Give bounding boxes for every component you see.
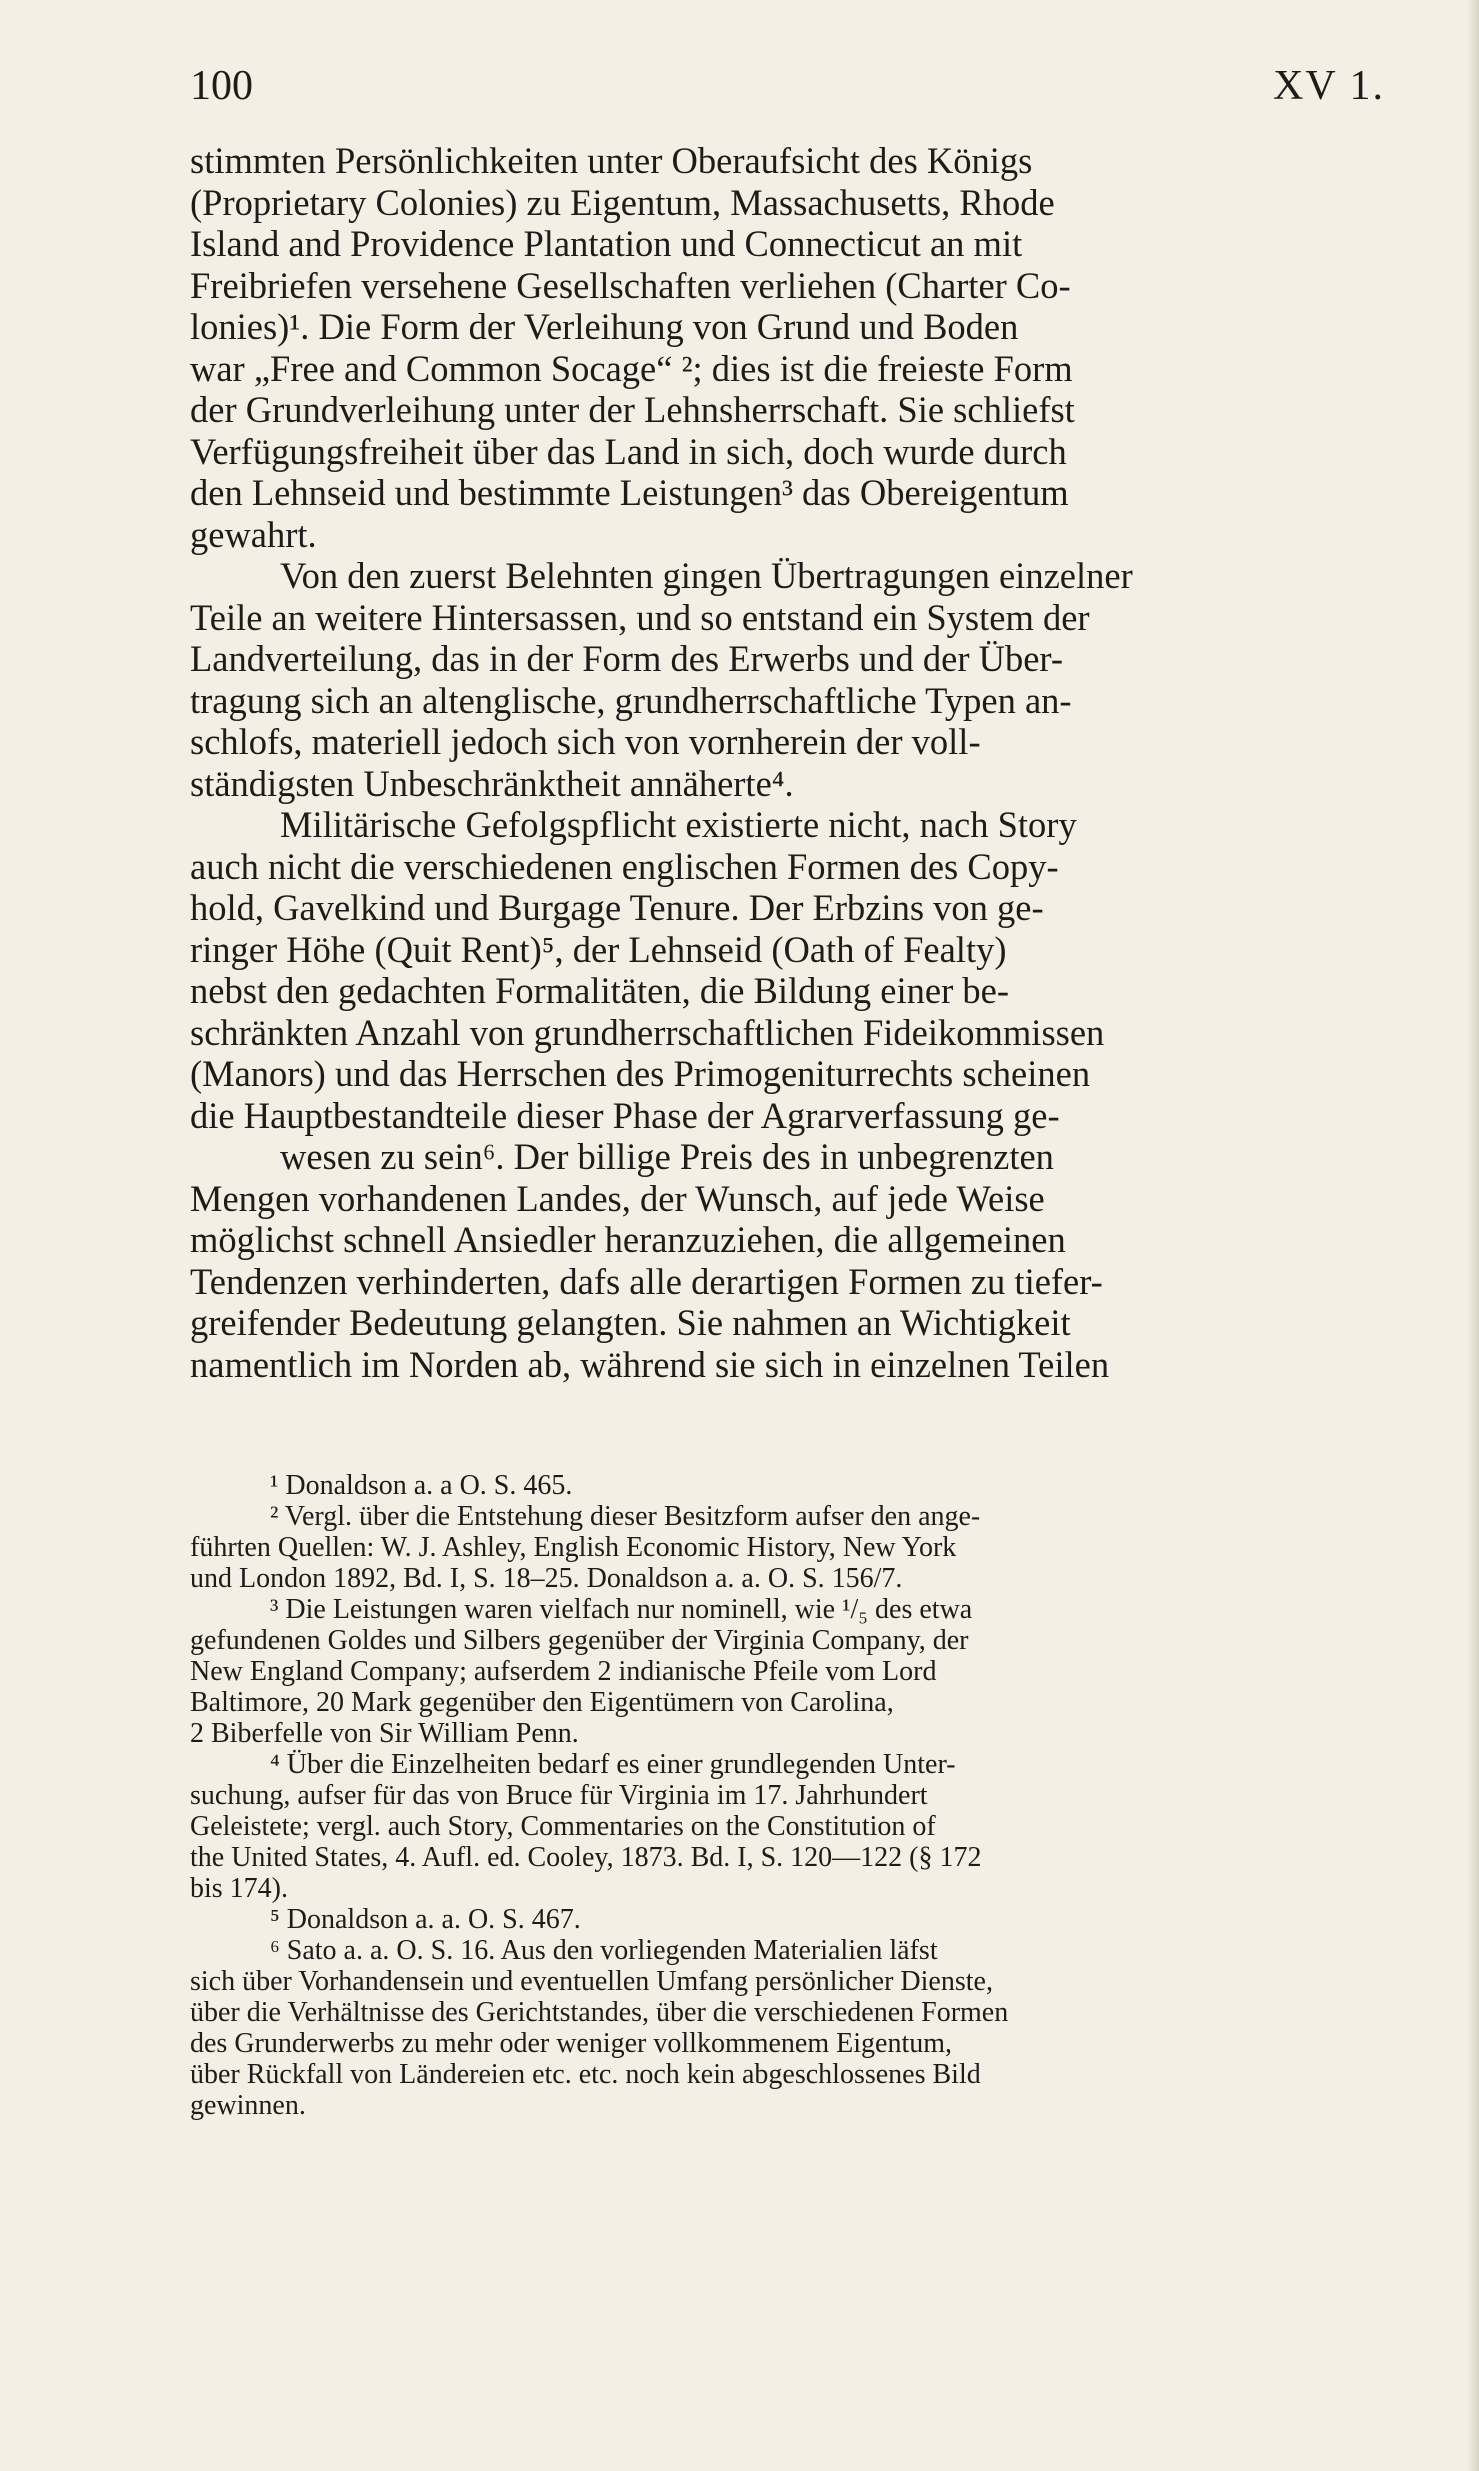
body-line: Von den zuerst Belehnten gingen Übertragungen einzelner bbox=[280, 555, 1133, 596]
body-text bbox=[190, 140, 1400, 1385]
body-line: wesen zu sein⁶. Der billige Preis des in unbegrenzten bbox=[280, 1136, 1054, 1177]
body-line: (Manors) und das Herrschen des Primogeniturrechts scheinen bbox=[190, 1053, 1091, 1094]
footnote-line: gewinnen. bbox=[190, 2090, 306, 2121]
body-line: Landverteilung, das in der Form des Erwerbs und der Über- bbox=[190, 638, 1063, 679]
body-line: namentlich im Norden ab, während sie sich in einzelnen Teilen bbox=[190, 1343, 1110, 1385]
footnote-line: über Rückfall von Ländereien etc. etc. noch kein abgeschlossenes Bild bbox=[190, 2059, 981, 2090]
body-line: der Grundverleihung unter der Lehnsherrschaft. Sie schliefst bbox=[190, 389, 1075, 430]
body-line: Teile an weitere Hintersassen, und so entstand ein System der bbox=[190, 596, 1090, 638]
body-line: Freibriefen versehene Gesellschaften verliehen (Charter Co- bbox=[190, 264, 1071, 306]
body-line: möglichst schnell Ansiedler heranzuziehen, die allgemeinen bbox=[190, 1219, 1066, 1260]
footnote-line: ⁶ Sato a. a. O. S. 16. Aus den vorliegenden Materialien läfst bbox=[270, 1935, 938, 1966]
body-line: schlofs, materiell jedoch sich von vornherein der voll- bbox=[190, 721, 981, 762]
footnote-line: suchung, aufser für das von Bruce für Virginia im 17. Jahrhundert bbox=[190, 1780, 928, 1811]
body-line: nebst den gedachten Formalitäten, die Bildung einer be- bbox=[190, 970, 1009, 1011]
footnote-line: führten Quellen: W. J. Ashley, English Economic History, New York bbox=[190, 1532, 957, 1563]
footnotes bbox=[190, 1470, 1400, 2121]
body-line: stimmten Persönlichkeiten unter Oberaufsicht des Königs bbox=[190, 140, 1033, 181]
footnote-line: über die Verhältnisse des Gerichtstandes, über die verschiedenen Formen bbox=[190, 1997, 1009, 2028]
footnote-line: sich über Vorhandensein und eventuellen Umfang persönlicher Dienste, bbox=[190, 1966, 993, 1997]
body-line: Verfügungsfreiheit über das Land in sich, doch wurde durch bbox=[190, 430, 1067, 472]
footnote-line: ³ Die Leistungen waren vielfach nur nominell, wie ¹/₅ des etwa bbox=[270, 1594, 973, 1625]
footnote-line: New England Company; aufserdem 2 indianische Pfeile vom Lord bbox=[190, 1656, 937, 1687]
running-head: XV 1. bbox=[1273, 63, 1385, 109]
body-line: schränkten Anzahl von grundherrschaftlichen Fideikommissen bbox=[190, 1011, 1105, 1053]
body-line: Militärische Gefolgspflicht existierte nicht, nach Story bbox=[280, 804, 1077, 845]
body-line: ringer Höhe (Quit Rent)⁵, der Lehnseid (Oath of Fealty) bbox=[190, 928, 1007, 970]
footnote-line: ⁵ Donaldson a. a. O. S. 467. bbox=[270, 1904, 581, 1935]
body-line: Tendenzen verhinderten, dafs alle derartigen Formen zu tiefer- bbox=[190, 1260, 1103, 1302]
body-line: war „Free and Common Socage“ ²; dies ist die freieste Form bbox=[190, 347, 1073, 389]
footnote-line: gefundenen Goldes und Silbers gegenüber der Virginia Company, der bbox=[190, 1625, 969, 1656]
body-line: tragung sich an altenglische, grundherrschaftliche Typen an- bbox=[190, 679, 1072, 721]
body-line: den Lehnseid und bestimmte Leistungen³ das Obereigentum bbox=[190, 472, 1069, 513]
body-line: ständigsten Unbeschränktheit annäherte⁴. bbox=[190, 762, 794, 804]
page-edge-shadow bbox=[1467, 0, 1479, 2471]
footnote-line: des Grunderwerbs zu mehr oder weniger vollkommenem Eigentum, bbox=[190, 2028, 953, 2059]
body-line: (Proprietary Colonies) zu Eigentum, Massachusetts, Rhode bbox=[190, 181, 1055, 223]
body-line: Mengen vorhandenen Landes, der Wunsch, auf jede Weise bbox=[190, 1177, 1045, 1219]
body-line: lonies)¹. Die Form der Verleihung von Grund und Boden bbox=[190, 306, 1019, 347]
footnote-line: und London 1892, Bd. I, S. 18–25. Donaldson a. a. O. S. 156/7. bbox=[190, 1563, 903, 1594]
footnote-line: Baltimore, 20 Mark gegenüber den Eigentümern von Carolina, bbox=[190, 1687, 894, 1718]
body-line: auch nicht die verschiedenen englischen Formen des Copy- bbox=[190, 845, 1059, 887]
footnote-line: the United States, 4. Aufl. ed. Cooley, 1873. Bd. I, S. 120—122 (§ 172 bbox=[190, 1842, 982, 1873]
body-line: Island and Providence Plantation und Connecticut an mit bbox=[190, 223, 1023, 264]
footnote-line: ¹ Donaldson a. a O. S. 465. bbox=[270, 1470, 573, 1501]
body-line: die Hauptbestandteile dieser Phase der Agrarverfassung ge- bbox=[190, 1094, 1060, 1136]
footnote-line: bis 174). bbox=[190, 1873, 288, 1904]
body-line: gewahrt. bbox=[190, 513, 317, 555]
footnote-line: Geleistete; vergl. auch Story, Commentaries on the Constitution of bbox=[190, 1811, 936, 1842]
footnote-line: ⁴ Über die Einzelheiten bedarf es einer grundlegenden Unter- bbox=[270, 1749, 956, 1780]
body-line: greifender Bedeutung gelangten. Sie nahmen an Wichtigkeit bbox=[190, 1302, 1071, 1343]
page-header bbox=[190, 62, 1385, 112]
footnote-line: ² Vergl. über die Entstehung dieser Besitzform aufser den ange- bbox=[270, 1501, 981, 1532]
body-line: hold, Gavelkind und Burgage Tenure. Der Erbzins von ge- bbox=[190, 887, 1044, 928]
footnote-line: 2 Biberfelle von Sir William Penn. bbox=[190, 1718, 579, 1749]
page-number: 100 bbox=[190, 63, 253, 109]
